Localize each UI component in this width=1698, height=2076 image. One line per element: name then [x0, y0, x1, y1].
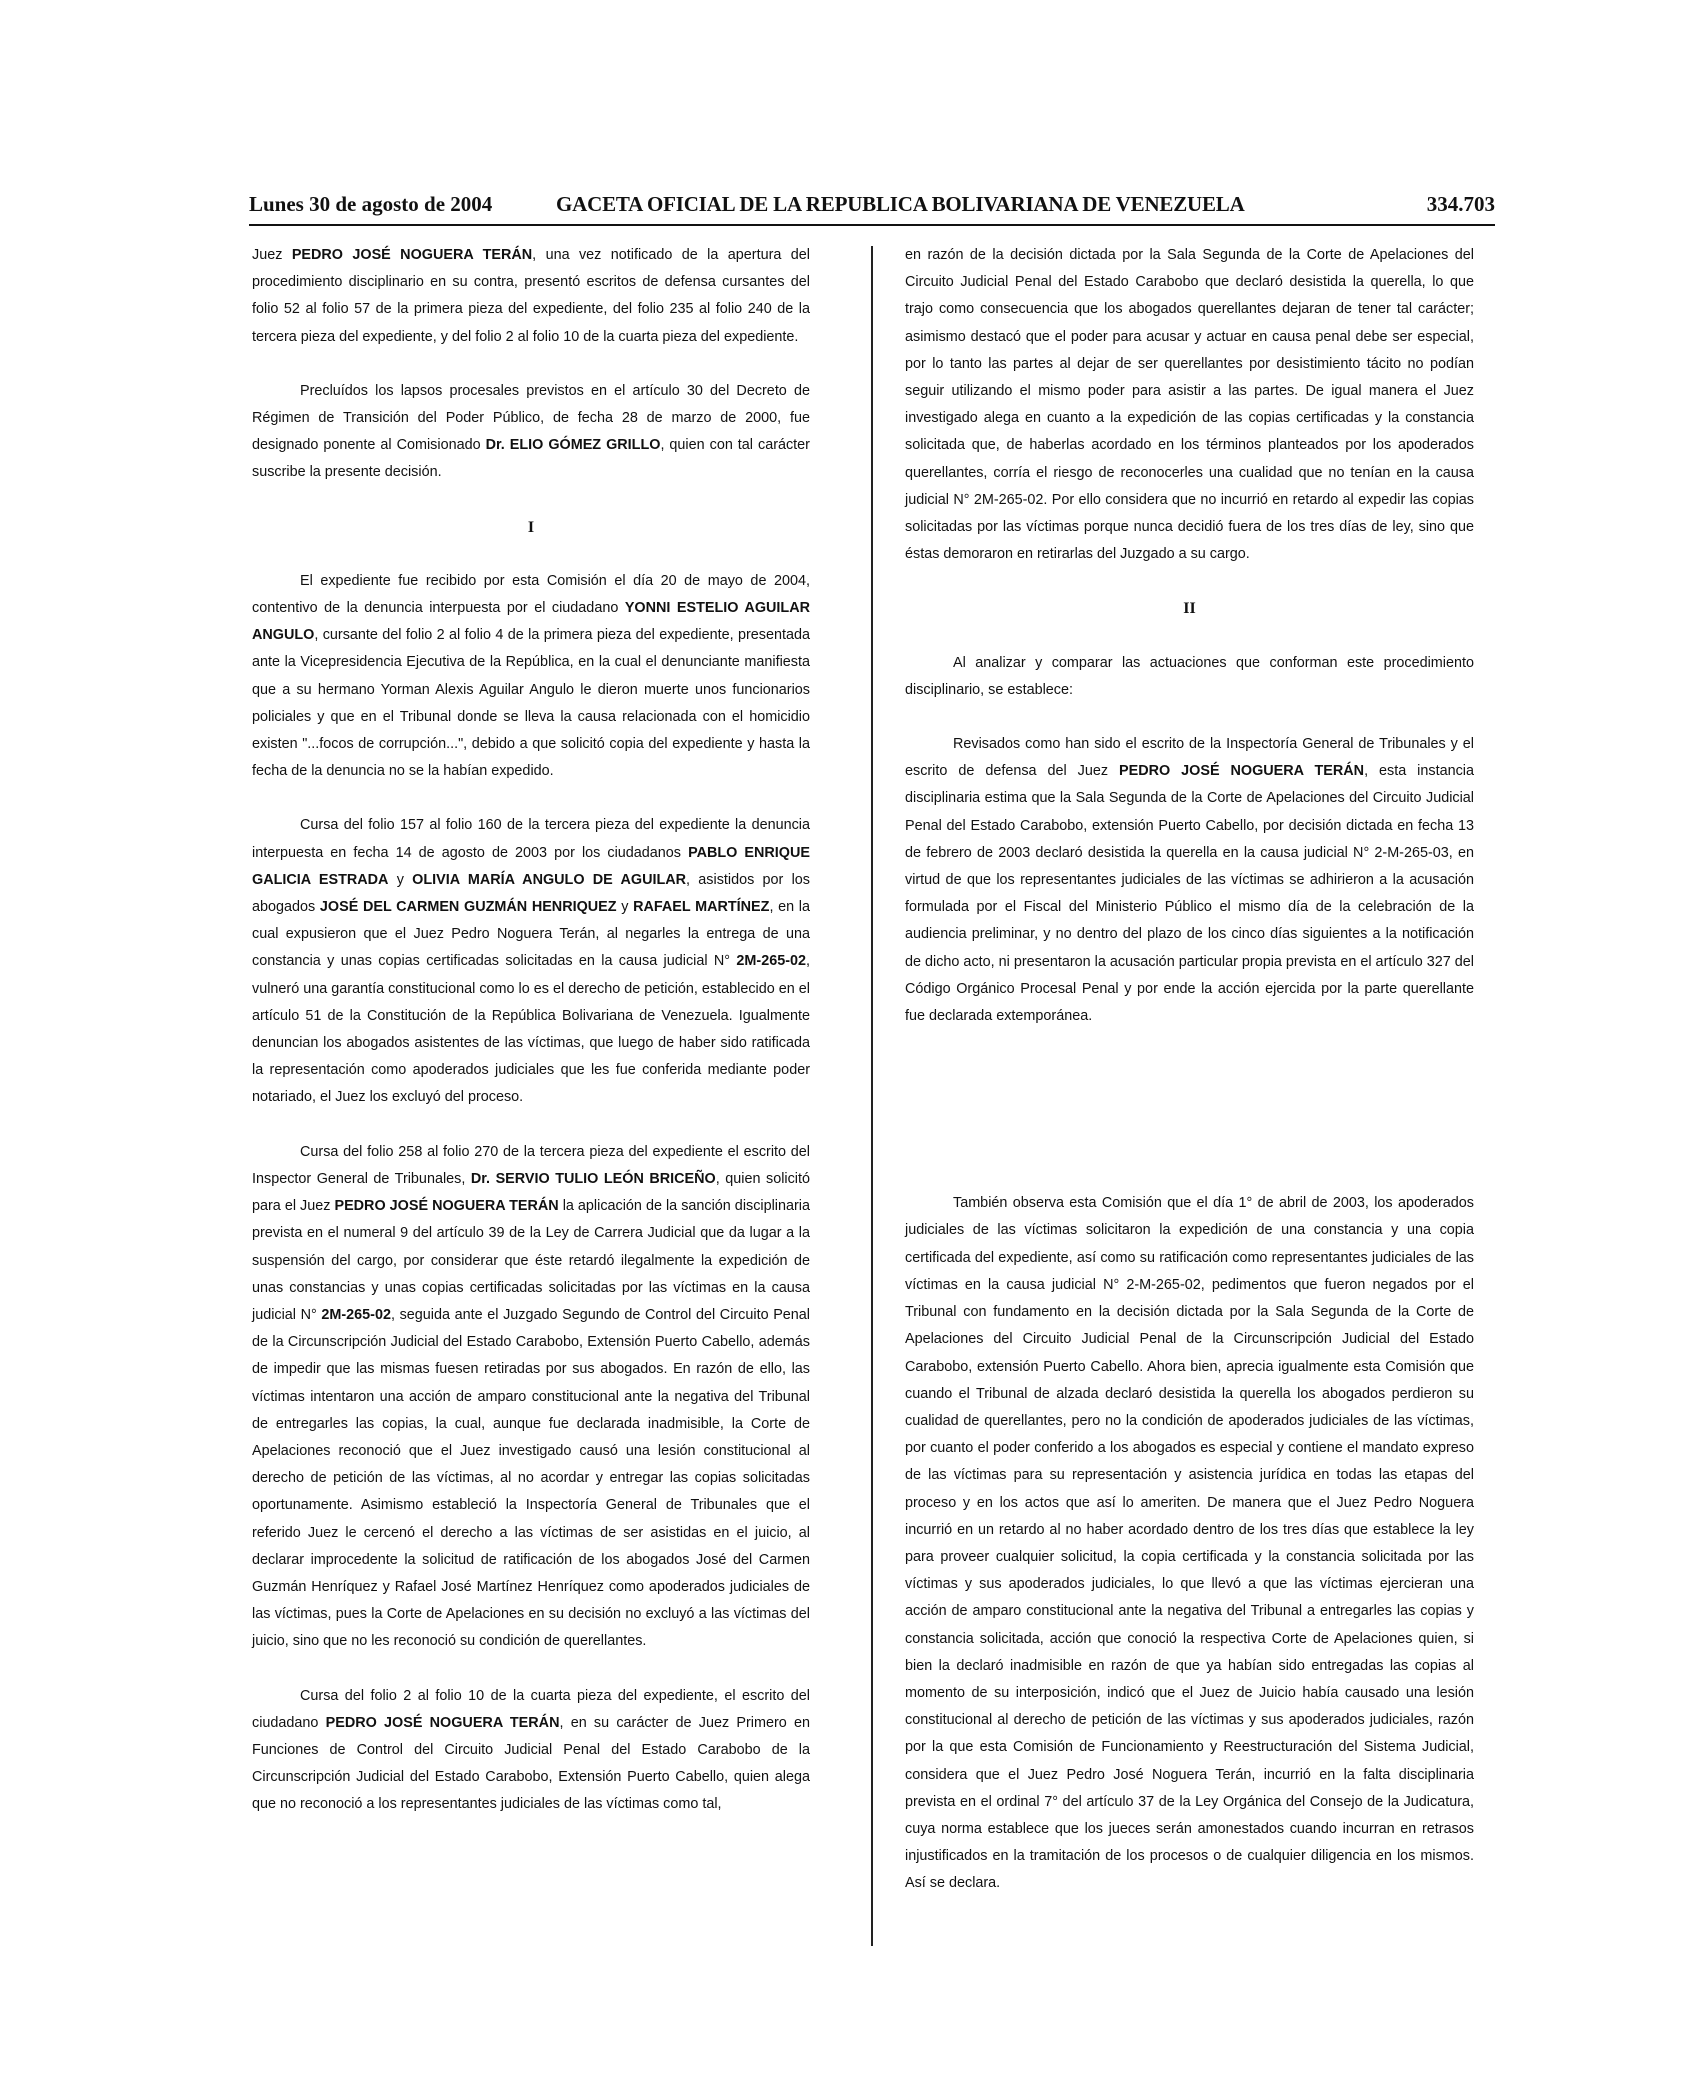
- right-column: [905, 242, 1474, 1925]
- paragraph: en razón de la decisión dictada por la Sala Segunda de la Corte de Apelaciones del Circuito Judicial Penal del Estado Carabobo que declaró desistida la querella, lo que trajo como consecuencia que los abogados querellantes dejaran de tener tal carácter; asimismo destacó que el poder para acusar y actuar en causa penal debe ser especial, por lo tanto las partes al dejar de ser querellantes por desistimiento tácito no podían seguir utilizando el mismo poder para asistir a las partes. De igual manera el Juez investigado alega en cuanto a la expedición de las copias certificadas y la constancia solicitada que, de haberlas acordado en los términos planteados por los apoderados querellantes, corría el riesgo de reconocerles una cualidad que no tenían en la causa judicial N° 2M-265-02. Por ello considera que no incurrió en retardo al expedir las copias solicitadas por las víctimas porque nunca decidió fuera de los tres días de ley, sino que éstas demoraron en retirarlas del Juzgado a su cargo.: [905, 247, 1474, 563]
- page-header: [249, 190, 1495, 226]
- left-column: [252, 242, 810, 1846]
- gazette-title: GACETA OFICIAL DE LA REPUBLICA BOLIVARIANA DE VENEZUELA: [556, 192, 1245, 216]
- paragraph: Al analizar y comparar las actuaciones que conforman este procedimiento disciplinario, se establece:: [905, 654, 1474, 698]
- paragraph: El expediente fue recibido por esta Comisión el día 20 de mayo de 2004, contentivo de la denuncia interpuesta por el ciudadano YONNI ESTELIO AGUILAR ANGULO, cursante del folio 2 al folio 4 de la primera pieza del expediente, presentada ante la Vicepresidencia Ejecutiva de la República, en la cual el denunciante manifiesta que a su hermano Yorman Alexis Aguilar Angulo le dieron muerte unos funcionarios policiales y que en el Tribunal donde se lleva la causa relacionada con el homicidio existen "...focos de corrupción...", debido a que solicitó copia del expediente y hasta la fecha de la denuncia no se la habían expedido.: [252, 572, 810, 780]
- column-divider: [871, 246, 873, 1946]
- paragraph: Precluídos los lapsos procesales previstos en el artículo 30 del Decreto de Régimen de Transición del Poder Público, de fecha 28 de marzo de 2000, fue designado ponente al Comisionado Dr. ELIO GÓMEZ GRILLO, quien con tal carácter suscribe la presente decisión.: [252, 382, 810, 481]
- paragraph: Cursa del folio 157 al folio 160 de la tercera pieza del expediente la denuncia interpuesta en fecha 14 de agosto de 2003 por los ciudadanos PABLO ENRIQUE GALICIA ESTRADA y OLIVIA MARÍA ANGULO DE AGUILAR, asistidos por los abogados JOSÉ DEL CARMEN GUZMÁN HENRIQUEZ y RAFAEL MARTÍNEZ, en la cual expusieron que el Juez Pedro Noguera Terán, al negarles la entrega de una constancia y unas copias certificadas solicitadas en la causa judicial N° 2M-265-02, vulneró una garantía constitucional como lo es el derecho de petición, establecido en el artículo 51 de la Constitución de la República Bolivariana de Venezuela. Igualmente denuncian los abogados asistentes de las víctimas, que luego de haber sido ratificada la representación como apoderados judiciales que les fue conferida mediante poder notariado, el Juez los excluyó del proceso.: [252, 817, 811, 1106]
- section-heading: II: [1183, 600, 1196, 618]
- paragraph: Cursa del folio 2 al folio 10 de la cuarta pieza del expediente, el escrito del ciudadano PEDRO JOSÉ NOGUERA TERÁN, en su carácter de Juez Primero en Funciones de Control del Circuito Judicial Penal del Estado Carabobo de la Circunscripción Judicial del Estado Carabobo, Extensión Puerto Cabello, quien alega que no reconoció a los representantes judiciales de las víctimas como tal,: [252, 1687, 810, 1813]
- page-number: 334.703: [1426, 192, 1495, 216]
- paragraph: También observa esta Comisión que el día 1° de abril de 2003, los apoderados judiciales de las víctimas solicitaron la expedición de una constancia y una copia certificada del expediente, así como su ratificación como representantes judiciales de las víctimas en la causa judicial N° 2-M-265-02, pedimentos que fueron negados por el Tribunal con fundamento en la decisión dictada por la Sala Segunda de la Corte de Apelaciones del Circuito Judicial Penal de la Circunscripción Judicial del Estado Carabobo, extensión Puerto Cabello. Ahora bien, aprecia igualmente esta Comisión que cuando el Tribunal de alzada declaró desistida la querella los abogados perdieron su cualidad de querellantes, pero no la condición de apoderados judiciales de las víctimas, por cuanto el poder conferido a los abogados es especial y contiene el mandato expreso de las víctimas para su representación y asistencia jurídica en todas las etapas del proceso y en los actos que así lo ameriten. De manera que el Juez Pedro Noguera incurrió en un retardo al no haber acordado dentro de los tres días que establece la ley para proveer cualquier solicitud, la copia certificada y la constancia solicitada por las víctimas y sus apoderados judiciales, lo que llevó a que las víctimas ejercieran una acción de amparo constitucional ante la negativa del Tribunal a entregarles las copias y constancia solicitada, acción que conoció la respectiva Corte de Apelaciones quien, si bien la declaró inadmisible en razón de que ya habían sido entregadas las copias al momento de su interposición, indicó que el Juez de Juicio había causado una lesión constitucional al derecho de petición de las víctimas y sus apoderados judiciales, razón por la que esta Comisión de Funcionamiento y Reestructuración del Sistema Judicial, considera que el Juez Pedro José Noguera Terán, incurrió en la falta disciplinaria prevista en el ordinal 7° del artículo 37 de la Ley Orgánica del Consejo de la Judicatura, cuya norma establece que los jueces serán amonestados cuando incurran en retrasos injustificados en la tramitación de los procesos o de cualquier diligencia en los mismos. Así se declara.: [905, 1195, 1474, 1892]
- paragraph: Cursa del folio 258 al folio 270 de la tercera pieza del expediente el escrito del Inspector General de Tribunales, Dr. SERVIO TULIO LEÓN BRICEÑO, quien solicitó para el Juez PEDRO JOSÉ NOGUERA TERÁN la aplicación de la sanción disciplinaria prevista en el numeral 9 del artículo 39 de la Ley de Carrera Judicial que da lugar a la suspensión del cargo, por considerar que éste retardó ilegalmente la expedición de unas constancias y unas copias certificadas solicitadas por las víctimas en la causa judicial N° 2M-265-02, seguida ante el Juzgado Segundo de Control del Circuito Penal de la Circunscripción Judicial del Estado Carabobo, Extensión Puerto Cabello, además de impedir que las mismas fuesen retiradas por sus abogados. En razón de ello, las víctimas intentaron una acción de amparo constitucional ante la negativa del Tribunal de entregarles las copias, la cual, aunque fue declarada inadmisible, la Corte de Apelaciones reconoció que el Juez investigado causó una lesión constitucional al derecho de petición de las víctimas, al no acordar y entregar las copias solicitadas oportunamente. Asimismo estableció la Inspectoría General de Tribunales que el referido Juez le cercenó el derecho a las víctimas de ser asistidas en el juicio, al declarar improcedente la solicitud de ratificación de los abogados José del Carmen Guzmán Henríquez y Rafael José Martínez Henríquez como apoderados judiciales de las víctimas, pues la Corte de Apelaciones en su decisión no excluyó a las víctimas del juicio, sino que no les reconoció su condición de querellantes.: [252, 1143, 811, 1650]
- paragraph: Juez PEDRO JOSÉ NOGUERA TERÁN, una vez notificado de la apertura del procedimiento disciplinario en su contra, presentó escritos de defensa cursantes del folio 52 al folio 57 de la primera pieza del expediente, del folio 235 al folio 240 de la tercera pieza del expediente, y del folio 2 al folio 10 de la cuarta pieza del expediente.: [252, 247, 810, 345]
- section-heading: I: [527, 518, 535, 536]
- paragraph: Revisados como han sido el escrito de la Inspectoría General de Tribunales y el escrito de defensa del Juez PEDRO JOSÉ NOGUERA TERÁN, esta instancia disciplinaria estima que la Sala Segunda de la Corte de Apelaciones del Circuito Judicial Penal del Estado Carabobo, extensión Puerto Cabello, por decisión dictada en fecha 13 de febrero de 2003 declaró desistida la querella en la causa judicial N° 2-M-265-03, en virtud de que los representantes judiciales de las víctimas se adhirieron a la acusación formulada por el Fiscal del Ministerio Público el mismo día de la celebración de la audiencia preliminar, y no dentro del plazo de los cinco días siguientes a la notificación de dicho acto, ni presentaron la acusación particular propia prevista en el artículo 327 del Código Orgánico Procesal Penal y por ende la acción ejercida por la parte querellante fue declarada extemporánea.: [905, 736, 1474, 1025]
- header-date: Lunes 30 de agosto de 2004: [249, 192, 493, 216]
